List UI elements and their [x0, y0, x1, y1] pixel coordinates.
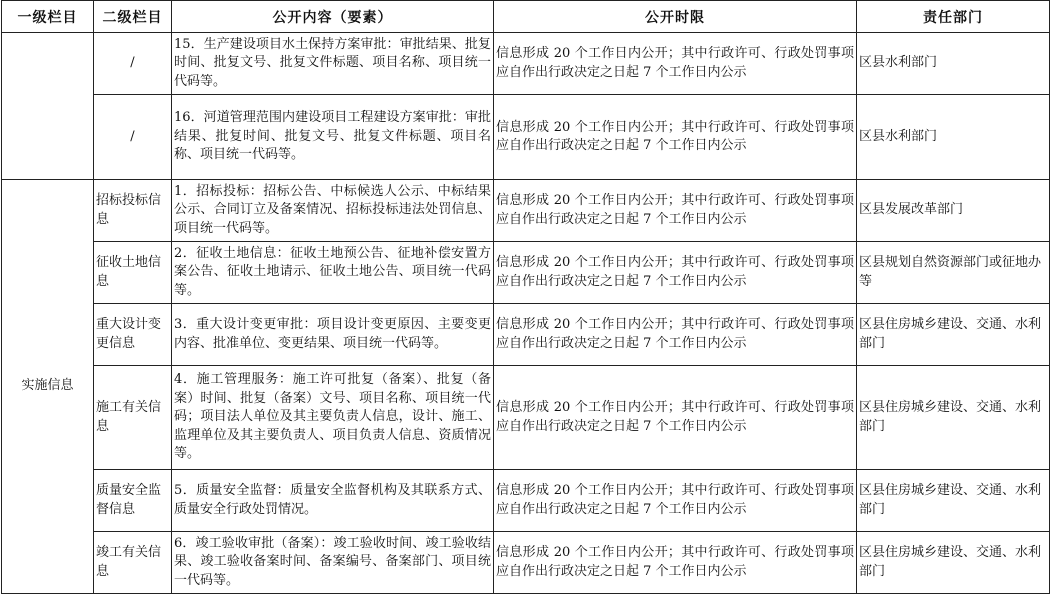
level1-cell-blank: [2, 33, 94, 180]
dept-cell: 区县住房城乡建设、交通、水利部门: [857, 304, 1050, 366]
table-row: [2, 33, 1050, 95]
table-row: [2, 242, 1050, 304]
level2-cell: 征收土地信息: [94, 242, 172, 304]
level2-cell: 重大设计变更信息: [94, 304, 172, 366]
timelimit-cell: 信息形成 20 个工作日内公开；其中行政许可、行政处罚事项应自作出行政决定之日起 7 个工作日内公示: [494, 242, 857, 304]
header-timelimit: 公开时限: [494, 1, 857, 33]
table-row: [2, 470, 1050, 532]
level2-cell: 竣工有关信息: [94, 532, 172, 594]
level2-cell: /: [94, 33, 172, 95]
table-row: [2, 95, 1050, 180]
timelimit-cell: 信息形成 20 个工作日内公开；其中行政许可、行政处罚事项应自作出行政决定之日起 7 个工作日内公示: [494, 532, 857, 594]
content-cell: 4．施工管理服务：施工许可批复（备案）、批复（备案）时间、批复（备案）文号、项目名称、项目统一代码；项目法人单位及其主要负责人信息，设计、施工、监理单位及其主要负责人、项目负责人信息、资质情况等。: [172, 366, 494, 470]
dept-cell: 区县发展改革部门: [857, 180, 1050, 242]
content-cell: 2．征收土地信息：征收土地预公告、征地补偿安置方案公告、征收土地请示、征收土地公告、项目统一代码等。: [172, 242, 494, 304]
timelimit-cell: 信息形成 20 个工作日内公开；其中行政许可、行政处罚事项应自作出行政决定之日起 7 个工作日内公示: [494, 95, 857, 180]
level2-cell: 施工有关信息: [94, 366, 172, 470]
content-cell: 5．质量安全监督：质量安全监督机构及其联系方式、质量安全行政处罚情况。: [172, 470, 494, 532]
content-cell: 15．生产建设项目水土保持方案审批：审批结果、批复时间、批复文号、批复文件标题、项目名称、项目统一代码等。: [172, 33, 494, 95]
table-row: [2, 304, 1050, 366]
dept-cell: 区县住房城乡建设、交通、水利部门: [857, 470, 1050, 532]
level2-cell: 质量安全监督信息: [94, 470, 172, 532]
table-row: [2, 532, 1050, 594]
header-content: 公开内容（要素）: [172, 1, 494, 33]
content-cell: 3．重大设计变更审批：项目设计变更原因、主要变更内容、批准单位、变更结果、项目统一代码等。: [172, 304, 494, 366]
dept-cell: 区县规划自然资源部门或征地办等: [857, 242, 1050, 304]
dept-cell: 区县水利部门: [857, 33, 1050, 95]
content-cell: 6．竣工验收审批（备案）：竣工验收时间、竣工验收结果、竣工验收备案时间、备案编号、备案部门、项目统一代码等。: [172, 532, 494, 594]
level1-cell-implementation: 实施信息: [2, 180, 94, 594]
timelimit-cell: 信息形成 20 个工作日内公开；其中行政许可、行政处罚事项应自作出行政决定之日起 7 个工作日内公示: [494, 180, 857, 242]
timelimit-cell: 信息形成 20 个工作日内公开；其中行政许可、行政处罚事项应自作出行政决定之日起 7 个工作日内公示: [494, 33, 857, 95]
disclosure-table: [1, 0, 1050, 594]
dept-cell: 区县住房城乡建设、交通、水利部门: [857, 366, 1050, 470]
level2-cell: /: [94, 95, 172, 180]
table-row: [2, 180, 1050, 242]
header-level1: 一级栏目: [2, 1, 94, 33]
header-dept: 责任部门: [857, 1, 1050, 33]
content-cell: 1．招标投标：招标公告、中标候选人公示、中标结果公示、合同订立及备案情况、招标投标违法处罚信息、项目统一代码等。: [172, 180, 494, 242]
dept-cell: 区县住房城乡建设、交通、水利部门: [857, 532, 1050, 594]
timelimit-cell: 信息形成 20 个工作日内公开；其中行政许可、行政处罚事项应自作出行政决定之日起 7 个工作日内公示: [494, 304, 857, 366]
table-row: [2, 366, 1050, 470]
timelimit-cell: 信息形成 20 个工作日内公开；其中行政许可、行政处罚事项应自作出行政决定之日起 7 个工作日内公示: [494, 470, 857, 532]
dept-cell: 区县水利部门: [857, 95, 1050, 180]
header-level2: 二级栏目: [94, 1, 172, 33]
timelimit-cell: 信息形成 20 个工作日内公开；其中行政许可、行政处罚事项应自作出行政决定之日起 7 个工作日内公示: [494, 366, 857, 470]
level2-cell: 招标投标信息: [94, 180, 172, 242]
header-row: [2, 1, 1050, 33]
content-cell: 16．河道管理范围内建设项目工程建设方案审批：审批结果、批复时间、批复文号、批复文件标题、项目名称、项目统一代码等。: [172, 95, 494, 180]
